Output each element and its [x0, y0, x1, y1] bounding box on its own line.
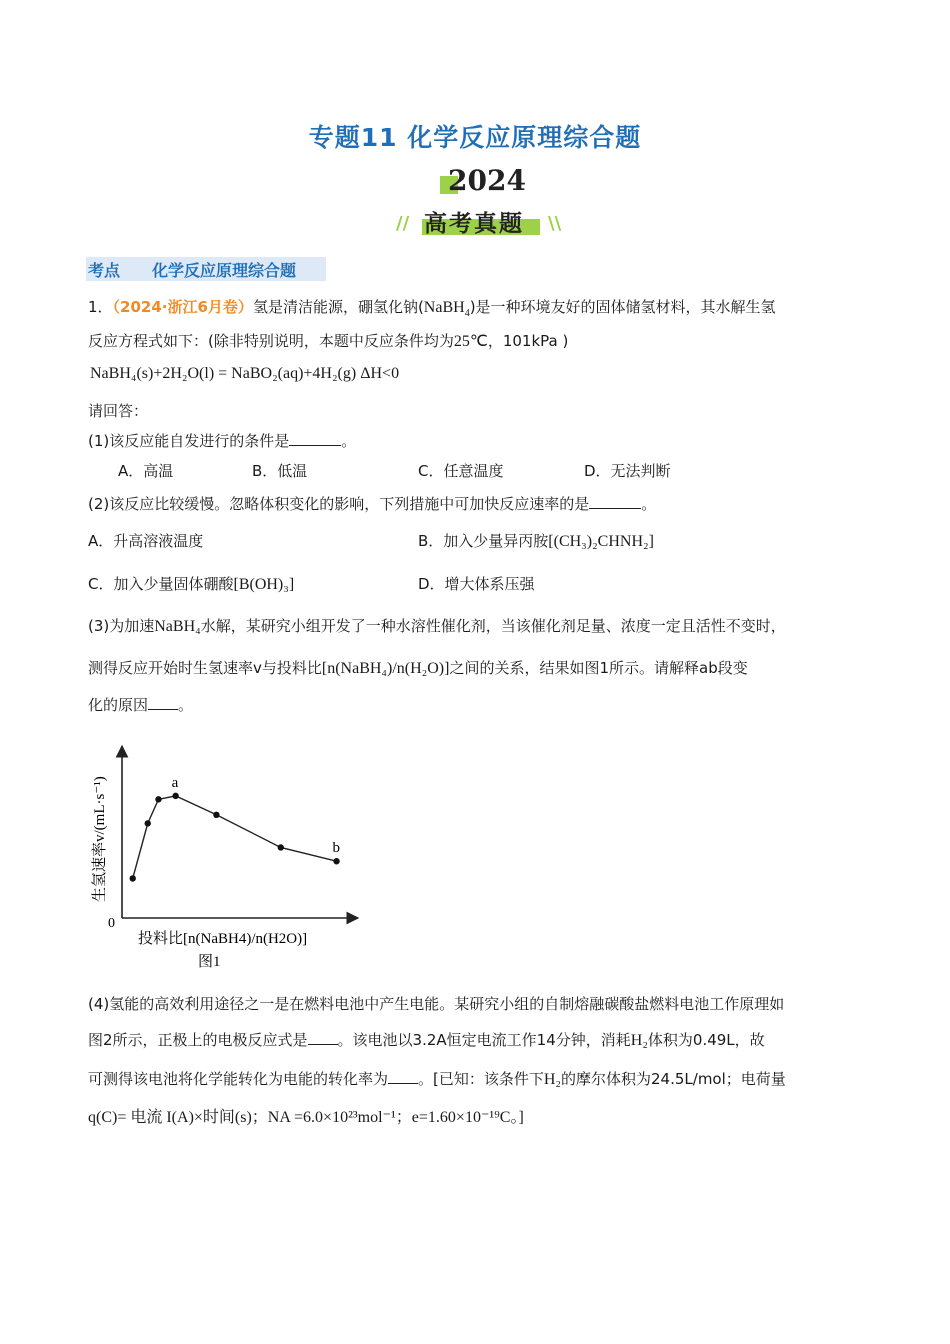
- part3-line1-a: (3)为加速: [88, 617, 155, 635]
- y-axis-label: 生氢速率v/(mL·s⁻¹): [92, 776, 108, 902]
- question-source: （2024·浙江6月卷）: [112, 298, 253, 316]
- part4-blank-2[interactable]: [388, 1070, 418, 1084]
- part1-blank[interactable]: [289, 432, 341, 446]
- banner-text: 高考真题: [424, 211, 524, 237]
- year-text: 2024: [448, 164, 526, 197]
- intro-line2-b: ，101kPa ): [487, 332, 569, 350]
- part4-line3-c: 的摩尔体积为24.5L/mol；电荷量: [561, 1070, 786, 1088]
- part1-option-a: A．高温: [118, 462, 174, 480]
- intro-chem-sub: 4: [464, 308, 470, 320]
- part4-line1: (4)氢能的高效利用途径之一是在燃料电池中产生电能。某研究小组的自制熔融碳酸盐燃料电池工作原理如: [88, 995, 785, 1013]
- part3-end: 。: [178, 696, 194, 714]
- intro-line2-a: 反应方程式如下：(除非特别说明，本题中反应条件均为: [88, 332, 454, 350]
- section-title: 化学反应原理综合题: [152, 261, 297, 280]
- part3-blank[interactable]: [148, 696, 178, 710]
- answer-prompt: 请回答：: [88, 402, 149, 420]
- point-label: a: [171, 774, 179, 791]
- point-label: b: [332, 840, 341, 857]
- part4-line2-a: 图2所示，正极上的电极反应式是: [88, 1031, 308, 1049]
- year-badge: [440, 164, 526, 197]
- intro-text-b: )是一种环境友好的固体储氢材料，其水解生氢: [469, 298, 776, 316]
- part3-line1: [88, 615, 786, 636]
- part2-option-b-chem: [(CH₃)₂CHNH₂]: [548, 533, 654, 550]
- part2-option-a: A．升高溶液温度: [88, 532, 204, 550]
- part4-chem-1: H₂: [630, 1032, 648, 1049]
- part2-end: 。: [641, 495, 657, 513]
- question-number: 1．: [88, 298, 113, 316]
- question-intro-line1: [88, 296, 776, 319]
- intro-chem-main: NaBH: [423, 299, 465, 316]
- part3-line2-a: 测得反应开始时生氢速率v与投料比: [88, 659, 322, 677]
- data-point: [333, 858, 339, 864]
- part2-blank[interactable]: [589, 495, 641, 509]
- intro-text-a: 氢是清洁能源，硼氢化钠(: [252, 298, 424, 316]
- part3-line3-text: 化的原因: [88, 696, 149, 714]
- part4-line2-b: 。该电池以3.2A恒定电流工作14分钟，消耗: [337, 1031, 631, 1049]
- part1-option-d: D．无法判断: [584, 462, 671, 480]
- part3-ratio: [n(NaBH₄)/n(H₂O)]: [321, 660, 450, 677]
- data-point: [213, 812, 219, 818]
- section-heading: [86, 257, 326, 281]
- part2-option-d: D．增大体系压强: [418, 575, 535, 593]
- part4-line2: [88, 1029, 765, 1050]
- banner-slash-left: //: [396, 213, 410, 234]
- data-point: [130, 875, 136, 881]
- part3-line1-b: 水解，某研究小组开发了一种水溶性催化剂，当该催化剂足量、浓度一定且活性不变时，: [200, 617, 786, 635]
- banner-slash-right: \\: [548, 213, 562, 234]
- part4-line3-a: 可测得该电池将化学能转化为电能的转化率为: [88, 1070, 389, 1088]
- part1-option-c: C．任意温度: [418, 462, 504, 480]
- part3-line3: [88, 694, 193, 715]
- data-point: [145, 820, 151, 826]
- part1-end: 。: [341, 432, 357, 450]
- part2-option-b-formula: (CH₃)₂CHNH₂: [553, 533, 649, 550]
- part1-stem-text: (1)该反应能自发进行的条件是: [88, 432, 290, 450]
- part1-stem: [88, 430, 356, 451]
- figure-caption: 图1: [198, 954, 221, 970]
- part3-line2: [88, 657, 748, 678]
- reaction-equation: NaBH₄(s)+2H₂O(l) = NaBO₂(aq)+4H₂(g) ΔH<0: [90, 365, 400, 382]
- data-point: [172, 793, 178, 799]
- figure1-chart: [86, 740, 376, 980]
- part4-line2-c: 体积为0.49L，故: [647, 1031, 765, 1049]
- part4-line3: [88, 1068, 786, 1089]
- origin-label: 0: [108, 916, 115, 931]
- part3-chem: NaBH₄: [154, 618, 201, 635]
- section-label: 考点: [88, 261, 121, 280]
- intro-chem: [423, 299, 470, 320]
- data-point: [278, 844, 284, 850]
- part4-line3-b: 。[已知：该条件下: [418, 1070, 544, 1088]
- part2-option-c-text: C．加入少量固体硼酸: [88, 575, 234, 593]
- series-line: [133, 796, 337, 879]
- page-title: 专题11 化学反应原理综合题: [308, 123, 642, 152]
- exam-banner: [396, 203, 562, 239]
- x-axis-label: 投料比[n(NaBH4)/n(H2O)]: [138, 931, 308, 947]
- part2-option-b-text: B．加入少量异丙胺: [418, 532, 549, 550]
- series-points: [130, 775, 341, 882]
- part1-option-b: B．低温: [252, 462, 308, 480]
- part4-line4: q(C)= 电流 I(A)×时间(s)；NA =6.0×10²³mol⁻¹；e=1.60×10⁻¹⁹C。]: [88, 1109, 524, 1126]
- part3-ratio-formula: n(NaBH₄)/n(H₂O): [327, 660, 445, 677]
- part2-stem-text: (2)该反应比较缓慢。忽略体积变化的影响，下列措施中可加快反应速率的是: [88, 495, 590, 513]
- intro-temp: 25℃: [453, 333, 488, 350]
- part2-stem: [88, 493, 656, 514]
- part4-blank-1[interactable]: [308, 1031, 338, 1045]
- part2-option-c-chem: [B(OH)₃]: [233, 576, 295, 593]
- part2-option-b: [418, 530, 654, 551]
- part2-option-c-formula: B(OH)₃: [238, 576, 289, 593]
- question-intro-line2: [88, 330, 568, 351]
- part2-option-c: [88, 573, 294, 594]
- data-point: [155, 796, 161, 802]
- part4-chem-2: H₂: [543, 1071, 562, 1088]
- part3-line2-b: 之间的关系，结果如图1所示。请解释ab段变: [449, 659, 748, 677]
